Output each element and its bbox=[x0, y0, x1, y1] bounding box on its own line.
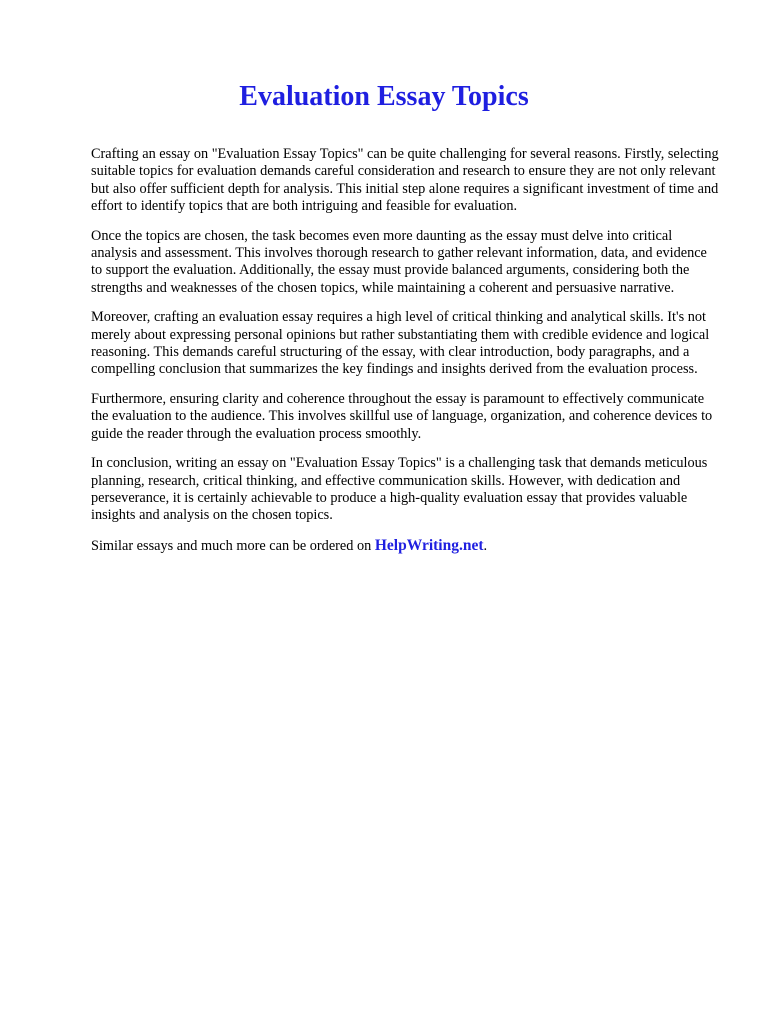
footer-suffix: . bbox=[483, 537, 488, 554]
document-title: Evaluation Essay Topics bbox=[239, 81, 529, 112]
paragraph-5: In conclusion, writing an essay on "Evaluation Essay Topics" is a challenging task that demands meticulous planning, research, critical thinking, and effective communication skills. However, with dedication and perseverance, it is certainly achievable to produce a high-quality evaluation essay that provides valuable insights and analysis on the chosen topics. bbox=[91, 455, 708, 524]
footer-line bbox=[91, 537, 721, 555]
helpwriting-link[interactable]: HelpWriting.net bbox=[374, 536, 484, 554]
paragraph-2: Once the topics are chosen, the task becomes even more daunting as the essay must delve into critical analysis and assessment. This involves thorough research to gather relevant information, data, and evidence to support the evaluation. Additionally, the essay must provide balanced arguments, considering both the strengths and weaknesses of the chosen topics, while maintaining a coherent and persuasive narrative. bbox=[91, 227, 707, 296]
footer-prefix: Similar essays and much more can be ordered on bbox=[91, 537, 375, 554]
document-body bbox=[91, 146, 721, 555]
paragraph-4: Furthermore, ensuring clarity and coherence throughout the essay is paramount to effectively communicate the evaluation to the audience. This involves skillful use of language, organization, and coherence devices to guide the reader through the evaluation process smoothly. bbox=[91, 390, 713, 442]
paragraph-3: Moreover, crafting an evaluation essay requires a high level of critical thinking and analytical skills. It's not merely about expressing personal opinions but rather substantiating them with credible evidence and logical reasoning. This demands careful structuring of the essay, with clear introduction, body paragraphs, and a compelling conclusion that summarizes the key findings and insights derived from the evaluation process. bbox=[91, 309, 710, 378]
paragraph-1: Crafting an essay on "Evaluation Essay Topics" can be quite challenging for several reasons. Firstly, selecting suitable topics for evaluation demands careful consideration and research to ensure they are not only relevant but also offer sufficient depth for analysis. This initial step alone requires a significant investment of time and effort to identify topics that are both intriguing and feasible for evaluation. bbox=[91, 146, 719, 215]
